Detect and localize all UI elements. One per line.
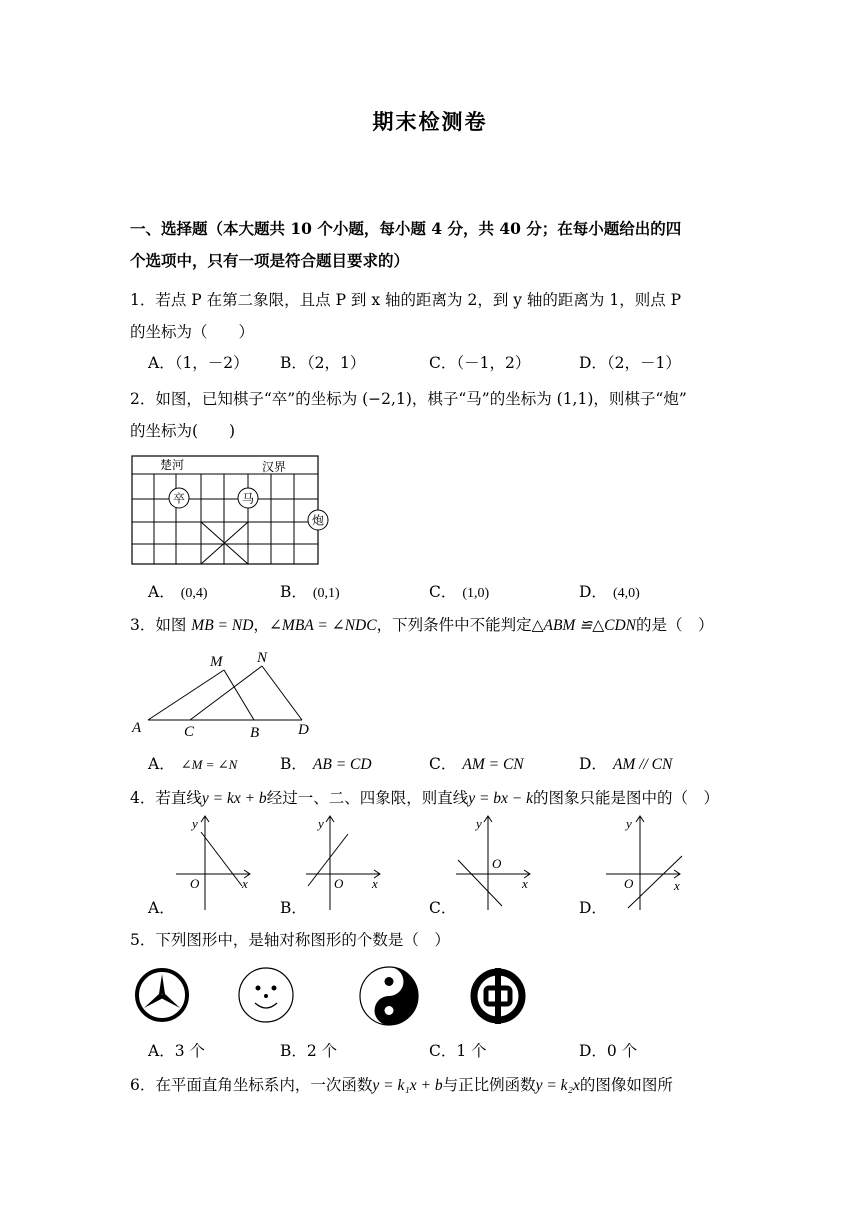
mercedes-logo-icon xyxy=(134,966,194,1026)
q1-option-d: D．（2，－1） xyxy=(579,354,681,372)
q1-option-b: B．（2，1） xyxy=(280,354,366,372)
q4-option-d: D． xyxy=(579,899,607,917)
axis-x-label: x xyxy=(372,876,378,891)
q3-option-d-letter: D． xyxy=(579,755,607,773)
label-d: D xyxy=(298,722,309,738)
q2-option-d-value: (4,0) xyxy=(612,586,640,601)
q5-option-d: D．0 个 xyxy=(579,1042,638,1060)
q3-suffix: 的是（ ） xyxy=(636,616,714,634)
label-b: B xyxy=(250,725,260,741)
q6-suffix: 的图像如图所 xyxy=(579,1076,673,1094)
q2-option-b-letter: B． xyxy=(280,583,307,601)
q4-stem xyxy=(130,788,719,809)
q3-option-b xyxy=(280,754,372,775)
q5-option-b: B．2 个 xyxy=(280,1042,338,1060)
board-label-left: 楚河 xyxy=(160,458,185,472)
origin-label: O xyxy=(492,856,502,871)
q3-option-c-letter: C． xyxy=(429,755,457,773)
axis-x-label: x xyxy=(242,876,248,891)
q3-middle: ，下列条件中不能判定 xyxy=(376,616,532,634)
q4-suffix: 的图象只能是图中的（ ） xyxy=(533,789,720,807)
q4-graph-d xyxy=(600,812,690,912)
q2-option-a-letter: A． xyxy=(148,583,175,601)
q2-option-d-letter: D． xyxy=(579,583,607,601)
q3-sep: ， xyxy=(253,616,269,634)
q3-option-b-letter: B． xyxy=(280,755,307,773)
q2-stem-line2: 的坐标为( ) xyxy=(130,422,236,440)
q5-option-c: C．1 个 xyxy=(429,1042,487,1060)
q2-option-c-value: (1,0) xyxy=(462,586,490,601)
q2-stem-line1: 2．如图，已知棋子“卒”的坐标为 (−2,1)，棋子“马”的坐标为 (1,1)，则棋子“炮” xyxy=(130,390,687,408)
q3-triangles-figure xyxy=(128,646,328,742)
chess-piece-ma: 马 xyxy=(242,491,255,506)
q2-option-c-letter: C． xyxy=(429,583,457,601)
q2-option-b-value: (0,1) xyxy=(312,586,340,601)
q2-option-c xyxy=(429,582,489,604)
q4-graph-b xyxy=(300,812,390,912)
q3-prefix: 3．如图 xyxy=(130,616,192,634)
q3-option-c xyxy=(429,754,524,775)
q5-option-a: A．3 个 xyxy=(148,1042,205,1060)
q4-eq1: y = kx + b xyxy=(201,790,267,807)
q2-option-a xyxy=(148,582,208,604)
axis-x-label: x xyxy=(674,878,680,893)
axis-y-label: y xyxy=(626,816,632,831)
smiley-face-icon xyxy=(235,966,297,1026)
q3-option-d-value: AM // CN xyxy=(612,756,673,773)
q3-option-a-letter: A． xyxy=(148,755,175,773)
origin-label: O xyxy=(334,876,344,891)
q2-option-b xyxy=(280,582,340,604)
q6-middle: 与正比例函数 xyxy=(442,1076,536,1094)
q3-stem xyxy=(130,615,714,636)
chess-piece-zu: 卒 xyxy=(173,491,186,506)
board-label-right: 汉界 xyxy=(262,460,287,474)
q4-eq2: y = bx − k xyxy=(468,790,534,807)
q6-eq1: y = k₁x + b xyxy=(372,1077,443,1094)
chess-piece-pao: 炮 xyxy=(312,513,325,528)
q2-option-a-value: (0,4) xyxy=(180,586,208,601)
q3-congruence: △ABM ≌△CDN xyxy=(531,617,636,634)
q4-middle: 经过一、二、四象限，则直线 xyxy=(266,789,469,807)
q4-prefix: 4．若直线 xyxy=(130,789,202,807)
q1-stem-line2: 的坐标为（ ） xyxy=(130,323,255,341)
q6-prefix: 6．在平面直角坐标系内，一次函数 xyxy=(130,1076,373,1094)
q3-option-c-value: AM = CN xyxy=(462,756,524,773)
section-heading-line2: 个选项中，只有一项是符合题目要求的） xyxy=(130,251,410,270)
q6-stem xyxy=(130,1075,673,1096)
bank-of-china-logo-icon xyxy=(466,964,530,1028)
axis-y-label: y xyxy=(476,816,482,831)
q3-option-b-value: AB = CD xyxy=(312,756,372,773)
yin-yang-icon xyxy=(357,964,421,1028)
q2-option-d xyxy=(579,582,640,604)
q3-cond2: ∠MBA = ∠NDC xyxy=(268,617,377,634)
axis-y-label: y xyxy=(318,816,324,831)
q5-stem: 5．下列图形中，是轴对称图形的个数是（ ） xyxy=(130,931,450,949)
label-n: N xyxy=(257,650,268,666)
label-c: C xyxy=(184,724,195,740)
origin-label: O xyxy=(190,876,200,891)
q1-option-a: A．（1，－2） xyxy=(148,354,249,372)
q3-option-d xyxy=(579,754,672,775)
section-heading-line1: 一、选择题（本大题共 10 个小题，每小题 4 分，共 40 分；在每小题给出的四 xyxy=(130,219,682,238)
q3-cond1: MB = ND xyxy=(191,617,254,634)
q6-eq2: y = k₂x xyxy=(535,1077,580,1094)
q4-option-a: A． xyxy=(148,899,175,917)
q3-option-a xyxy=(148,754,237,775)
q3-option-a-value: ∠M = ∠N xyxy=(180,757,238,772)
q4-option-b: B． xyxy=(280,899,307,917)
q4-graph-c xyxy=(450,812,540,912)
q1-option-c: C．（－1，2） xyxy=(429,354,531,372)
label-m: M xyxy=(210,654,223,670)
q1-stem-line1: 1．若点 P 在第二象限，且点 P 到 x 轴的距离为 2，到 y 轴的距离为 1，则点 P xyxy=(130,291,682,309)
axis-x-label: x xyxy=(522,876,528,891)
origin-label: O xyxy=(624,876,634,891)
chess-board-figure xyxy=(130,454,330,566)
q4-graph-a xyxy=(170,812,260,912)
page-title: 期末检测卷 xyxy=(372,109,488,134)
q4-option-c: C． xyxy=(429,899,457,917)
axis-y-label: y xyxy=(192,816,198,831)
label-a: A xyxy=(132,720,142,736)
